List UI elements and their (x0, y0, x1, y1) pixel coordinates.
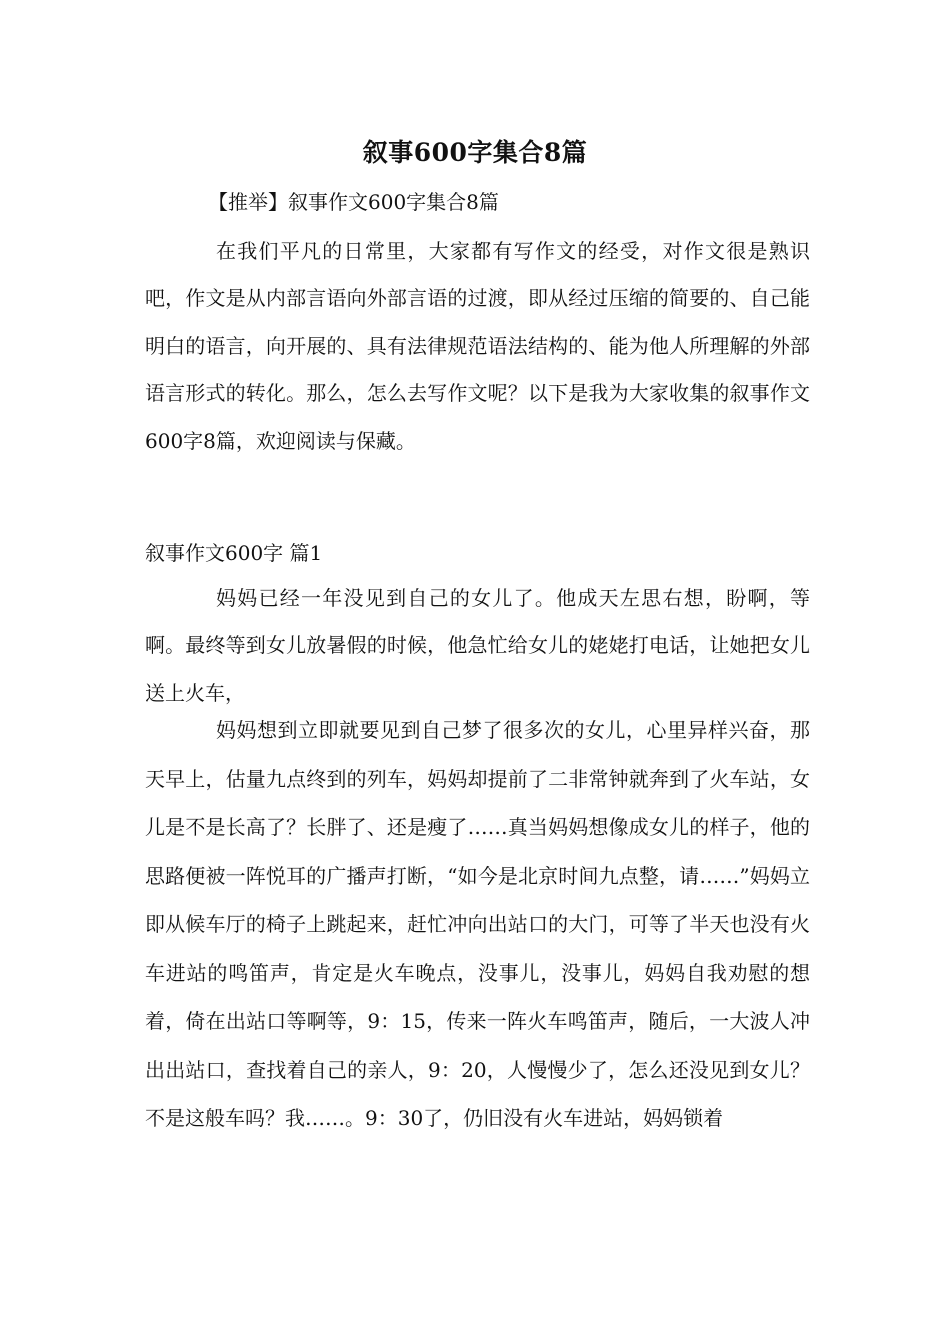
document-title: 叙事600字集合8篇 (362, 138, 588, 167)
document-subtitle: 【推举】叙事作文600字集合8篇 (208, 190, 499, 214)
body-paragraph: 妈妈想到立即就要见到自己梦了很多次的女儿，心里异样兴奋，那天早上，估量九点终到的列车，妈妈却提前了二非常钟就奔到了火车站，女儿是不是长高了？长胖了、还是瘦了……真当妈妈想像成女儿的样子，他的思路便被一阵悦耳的广播声打断，“如今是北京时间九点整，请……”妈妈立即从候车厅的椅子上跳起来，赶忙冲向出站口的大门，可等了半天也没有火车进站的鸣笛声，肯定是火车晚点，没事儿，没事儿，妈妈自我劝慰的想着，倚在出站口等啊等，9：15，传来一阵火车鸣笛声，随后，一大波人冲出出站口，查找着自己的亲人，9：20，人慢慢少了，怎么还没见到女儿？不是这般车吗？我……。9：30了，仍旧没有火车进站，妈妈锁着 (145, 718, 810, 1130)
body-paragraph: 妈妈已经一年没见到自己的女儿了。他成天左思右想，盼啊，等啊。最终等到女儿放暑假的时候，他急忙给女儿的姥姥打电话，让她把女儿送上火车， (145, 586, 810, 705)
intro-paragraph: 在我们平凡的日常里，大家都有写作文的经受，对作文很是熟识吧，作文是从内部言语向外部言语的过渡，即从经过压缩的简要的、自己能明白的语言，向开展的、具有法律规范语法结构的、能为他人所理解的外部语言形式的转化。那么，怎么去写作文呢？以下是我为大家收集的叙事作文600字8篇，欢迎阅读与保藏。 (145, 239, 810, 453)
section-heading: 叙事作文600字 篇1 (145, 541, 323, 565)
